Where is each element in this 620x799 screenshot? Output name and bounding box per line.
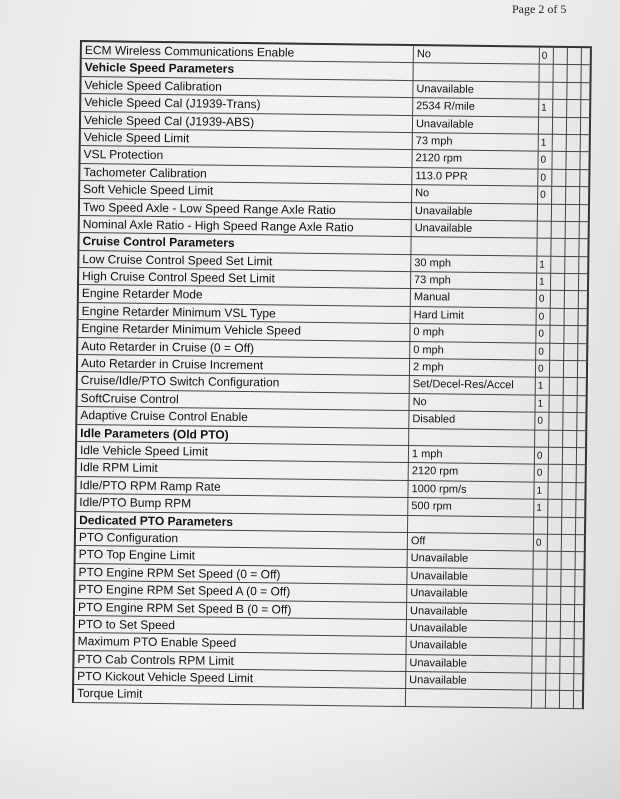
parameter-value: Disabled (409, 411, 535, 430)
empty-cell (552, 222, 566, 240)
parameter-value: Unavailable (407, 620, 533, 639)
empty-cell (563, 413, 577, 431)
parameter-flag: 1 (534, 482, 548, 500)
empty-cell (551, 291, 565, 309)
empty-cell (551, 274, 565, 292)
empty-cell (564, 378, 578, 396)
empty-cell (581, 100, 591, 118)
empty-cell (547, 639, 561, 657)
empty-cell (575, 587, 585, 605)
parameter-value: Unavailable (412, 220, 538, 239)
empty-cell (548, 483, 562, 501)
parameter-flag (533, 587, 547, 605)
parameter-name: Tachometer Calibration (80, 164, 412, 185)
parameter-flag: 0 (534, 535, 548, 553)
parameter-value: Unavailable (407, 568, 533, 587)
page-number: Page 2 of 5 (512, 2, 567, 16)
empty-cell (553, 83, 567, 101)
empty-cell (552, 204, 566, 222)
parameter-flag (540, 65, 554, 83)
empty-cell (579, 309, 589, 327)
empty-cell (579, 239, 589, 257)
parameter-name: High Cruise Control Speed Set Limit (79, 268, 411, 289)
parameter-name: PTO Engine RPM Set Speed B (0 = Off) (75, 598, 407, 619)
parameter-name: Auto Retarder in Cruise (0 = Off) (78, 338, 410, 359)
empty-cell (574, 692, 584, 710)
parameter-value: Unavailable (413, 81, 539, 100)
empty-cell (577, 413, 587, 431)
empty-cell (551, 239, 565, 257)
parameter-name: Vehicle Speed Calibration (81, 77, 413, 98)
empty-cell (566, 170, 580, 188)
empty-cell (549, 430, 563, 448)
parameter-flag (539, 117, 553, 135)
empty-cell (553, 117, 567, 135)
parameter-name: Vehicle Speed Cal (J1939-Trans) (81, 94, 413, 115)
empty-cell (568, 65, 582, 83)
parameter-value: 2120 rpm (409, 463, 535, 482)
parameter-name: PTO Kickout Vehicle Speed Limit (74, 668, 406, 689)
empty-cell (576, 552, 586, 570)
empty-cell (562, 483, 576, 501)
empty-cell (549, 448, 563, 466)
parameter-value: 1 mph (409, 446, 535, 465)
parameter-name: ECM Wireless Communications Enable (82, 42, 414, 63)
parameter-flag: 1 (539, 135, 553, 153)
parameter-flag: 1 (536, 378, 550, 396)
empty-cell (552, 187, 566, 205)
parameter-name: SoftCruise Control (78, 390, 410, 411)
empty-cell (565, 274, 579, 292)
empty-cell (565, 291, 579, 309)
empty-cell (548, 517, 562, 535)
section-title: Dedicated PTO Parameters (76, 512, 408, 533)
empty-cell (561, 639, 575, 657)
parameter-value: 0 mph (410, 342, 536, 361)
parameter-value (409, 429, 535, 448)
parameter-value (414, 63, 540, 82)
empty-cell (550, 326, 564, 344)
parameter-value (406, 689, 532, 708)
parameter-name: PTO to Set Speed (75, 616, 407, 637)
empty-cell (547, 604, 561, 622)
parameter-flag: 0 (540, 48, 554, 66)
parameter-flag: 0 (536, 361, 550, 379)
empty-cell (560, 657, 574, 675)
empty-cell (580, 222, 590, 240)
empty-cell (550, 343, 564, 361)
empty-cell (581, 118, 591, 136)
empty-cell (578, 344, 588, 362)
empty-cell (577, 465, 587, 483)
empty-cell (550, 378, 564, 396)
empty-cell (575, 639, 585, 657)
parameter-flag: 1 (537, 274, 551, 292)
parameter-name: Maximum PTO Enable Speed (75, 633, 407, 654)
parameter-flag (535, 430, 549, 448)
parameter-flag: 1 (537, 256, 551, 274)
parameter-flag: 0 (535, 465, 549, 483)
parameter-value: Unavailable (413, 116, 539, 135)
parameter-flag: 0 (538, 152, 552, 170)
parameter-value: 2120 rpm (412, 150, 538, 169)
empty-cell (565, 239, 579, 257)
empty-cell (554, 48, 568, 66)
empty-cell (567, 135, 581, 153)
empty-cell (563, 465, 577, 483)
parameter-value: Unavailable (407, 585, 533, 604)
parameter-value: Unavailable (408, 550, 534, 569)
parameter-name: PTO Top Engine Limit (76, 546, 408, 567)
empty-cell (546, 674, 560, 692)
parameter-name: Vehicle Speed Limit (81, 129, 413, 150)
parameter-flag: 0 (536, 326, 550, 344)
empty-cell (554, 65, 568, 83)
empty-cell (581, 83, 591, 101)
parameter-value: No (409, 394, 535, 413)
parameter-value: Set/Decel-Res/Accel (410, 376, 536, 395)
parameter-value: Unavailable (406, 672, 532, 691)
parameter-value: Unavailable (406, 655, 532, 674)
empty-cell (564, 326, 578, 344)
empty-cell (546, 656, 560, 674)
parameter-flag (532, 656, 546, 674)
empty-cell (565, 309, 579, 327)
empty-cell (568, 48, 582, 66)
empty-cell (579, 274, 589, 292)
parameter-flag (533, 569, 547, 587)
parameter-name: Torque Limit (74, 685, 406, 706)
empty-cell (553, 135, 567, 153)
parameter-name: Engine Retarder Minimum VSL Type (79, 303, 411, 324)
parameter-value: 2 mph (410, 359, 536, 378)
parameter-name: Vehicle Speed Cal (J1939-ABS) (81, 112, 413, 133)
parameter-flag (539, 82, 553, 100)
empty-cell (548, 500, 562, 518)
empty-cell (548, 552, 562, 570)
empty-cell (561, 587, 575, 605)
empty-cell (576, 483, 586, 501)
parameter-value: 113.0 PPR (412, 168, 538, 187)
empty-cell (575, 605, 585, 623)
parameter-name: Idle/PTO RPM Ramp Rate (76, 477, 408, 498)
parameter-value: Unavailable (412, 203, 538, 222)
empty-cell (566, 222, 580, 240)
parameter-value: 2534 R/mile (413, 98, 539, 117)
empty-cell (567, 118, 581, 136)
parameter-name: Cruise/Idle/PTO Switch Configuration (78, 372, 410, 393)
empty-cell (548, 535, 562, 553)
parameter-name: PTO Configuration (76, 529, 408, 550)
parameter-flag: 0 (535, 448, 549, 466)
empty-cell (565, 257, 579, 275)
parameter-flag (532, 674, 546, 692)
empty-cell (563, 448, 577, 466)
parameter-name: Idle/PTO Bump RPM (76, 494, 408, 515)
parameter-flag (534, 517, 548, 535)
parameter-flag: 0 (538, 169, 552, 187)
empty-cell (552, 152, 566, 170)
empty-cell (577, 448, 587, 466)
empty-cell (562, 517, 576, 535)
empty-cell (562, 552, 576, 570)
page-shadow (0, 719, 620, 799)
empty-cell (582, 66, 592, 84)
parameter-name: PTO Cab Controls RPM Limit (74, 651, 406, 672)
parameter-value: Manual (411, 290, 537, 309)
parameter-flag (533, 621, 547, 639)
parameter-value: No (412, 185, 538, 204)
empty-cell (561, 604, 575, 622)
empty-cell (576, 518, 586, 536)
parameter-value: 500 rpm (408, 498, 534, 517)
parameter-flag (533, 639, 547, 657)
empty-cell (551, 309, 565, 327)
parameter-name: PTO Engine RPM Set Speed (0 = Off) (75, 564, 407, 585)
empty-cell (578, 326, 588, 344)
empty-cell (566, 204, 580, 222)
parameter-flag (537, 239, 551, 257)
empty-cell (552, 170, 566, 188)
parameter-flag (532, 691, 546, 709)
parameter-flag: 1 (534, 500, 548, 518)
parameter-table (72, 40, 592, 709)
empty-cell (561, 570, 575, 588)
empty-cell (574, 657, 584, 675)
parameter-name: Idle RPM Limit (77, 459, 409, 480)
parameter-flag: 0 (537, 291, 551, 309)
parameter-value: Off (408, 533, 534, 552)
parameter-name: Engine Retarder Minimum Vehicle Speed (78, 320, 410, 341)
parameter-name: Nominal Axle Ratio - High Speed Range Axle Ratio (80, 216, 412, 237)
parameter-flag: 0 (537, 308, 551, 326)
empty-cell (553, 100, 567, 118)
empty-cell (577, 396, 587, 414)
empty-cell (579, 292, 589, 310)
empty-cell (560, 674, 574, 692)
empty-cell (566, 187, 580, 205)
empty-cell (547, 622, 561, 640)
empty-cell (546, 691, 560, 709)
empty-cell (562, 500, 576, 518)
parameter-flag: 1 (535, 395, 549, 413)
parameter-name: Two Speed Axle - Low Speed Range Axle Ratio (80, 199, 412, 220)
parameter-name: Auto Retarder in Cruise Increment (78, 355, 410, 376)
empty-cell (561, 622, 575, 640)
section-title: Vehicle Speed Parameters (82, 59, 414, 80)
parameter-name: PTO Engine RPM Set Speed A (0 = Off) (75, 581, 407, 602)
parameter-flag (534, 552, 548, 570)
empty-cell (574, 674, 584, 692)
parameter-value: 73 mph (413, 133, 539, 152)
parameter-flag (538, 204, 552, 222)
parameter-value: Unavailable (407, 603, 533, 622)
section-title: Idle Parameters (Old PTO) (77, 425, 409, 446)
empty-cell (551, 256, 565, 274)
empty-cell (547, 587, 561, 605)
parameter-value: Hard Limit (411, 307, 537, 326)
empty-cell (564, 361, 578, 379)
parameter-flag: 1 (539, 100, 553, 118)
parameter-flag: 0 (536, 343, 550, 361)
empty-cell (580, 170, 590, 188)
empty-cell (549, 465, 563, 483)
empty-cell (563, 431, 577, 449)
empty-cell (578, 379, 588, 397)
parameter-value: No (414, 46, 540, 65)
empty-cell (582, 48, 592, 66)
parameter-value: 30 mph (411, 255, 537, 274)
empty-cell (549, 396, 563, 414)
parameter-name: Engine Retarder Mode (79, 285, 411, 306)
empty-cell (576, 535, 586, 553)
parameter-flag (533, 604, 547, 622)
empty-cell (564, 344, 578, 362)
empty-cell (562, 535, 576, 553)
parameter-value: 73 mph (411, 272, 537, 291)
parameter-value (411, 237, 537, 256)
empty-cell (549, 413, 563, 431)
empty-cell (580, 205, 590, 223)
empty-cell (579, 257, 589, 275)
parameter-name: Soft Vehicle Speed Limit (80, 181, 412, 202)
empty-cell (567, 100, 581, 118)
empty-cell (567, 83, 581, 101)
empty-cell (578, 361, 588, 379)
empty-cell (580, 152, 590, 170)
parameter-flag: 0 (535, 413, 549, 431)
empty-cell (575, 570, 585, 588)
parameter-flag (538, 222, 552, 240)
parameter-value: 0 mph (410, 324, 536, 343)
empty-cell (550, 361, 564, 379)
parameter-name: Adaptive Cruise Control Enable (77, 407, 409, 428)
parameter-name: Low Cruise Control Speed Set Limit (79, 251, 411, 272)
empty-cell (566, 152, 580, 170)
empty-cell (560, 691, 574, 709)
parameter-flag: 0 (538, 187, 552, 205)
parameter-name: VSL Protection (80, 146, 412, 167)
empty-cell (580, 187, 590, 205)
parameter-value: Unavailable (407, 637, 533, 656)
parameter-value: 1000 rpm/s (408, 481, 534, 500)
empty-cell (575, 622, 585, 640)
empty-cell (581, 135, 591, 153)
empty-cell (547, 569, 561, 587)
empty-cell (563, 396, 577, 414)
parameter-value (408, 516, 534, 535)
section-title: Cruise Control Parameters (79, 233, 411, 254)
parameter-name: Idle Vehicle Speed Limit (77, 442, 409, 463)
empty-cell (577, 431, 587, 449)
empty-cell (576, 500, 586, 518)
